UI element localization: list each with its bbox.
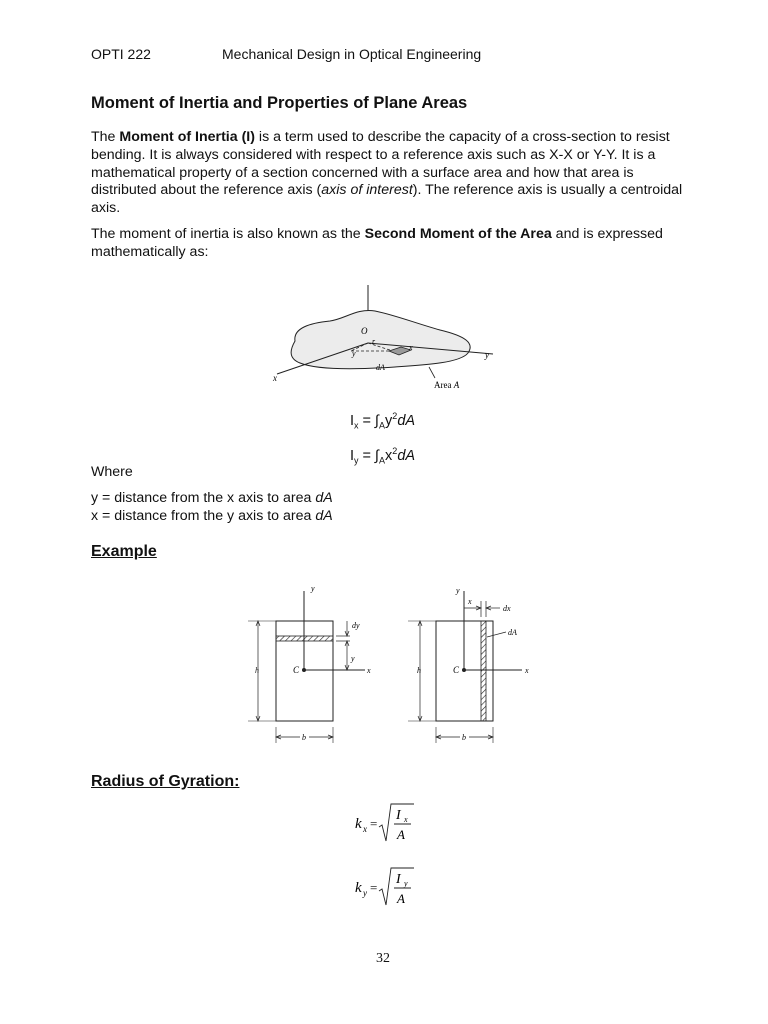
kx-formula: [350, 800, 430, 846]
kx-equals: =: [370, 816, 378, 831]
intro-paragraph: The Moment of Inertia (I) is a term used to describe the capacity of a cross-section to resist bending. It is always considered with respect to a reference axis such as X-X or Y-Y. It is a mathematical property of a section concerned with a surface area and how that area is distributed about the reference axis (axis of interest). The reference axis is usually a centroidal axis.: [91, 129, 683, 217]
kx-num-sub: x: [404, 815, 408, 824]
gyration-heading: Radius of Gyration:: [91, 773, 240, 790]
page-title: Moment of Inertia and Properties of Plane Areas: [91, 94, 468, 112]
ky-num-sub: y: [404, 879, 408, 888]
y-label: y: [352, 349, 356, 358]
where-label: Where: [91, 464, 133, 480]
ex2-x-label: x: [525, 666, 529, 675]
example-heading: Example: [91, 543, 157, 560]
ky-sub: y: [363, 888, 367, 898]
where-x-definition: x = distance from the y axis to area dA: [91, 508, 333, 524]
da-label: dA: [376, 363, 385, 372]
iy-equation: $I_y = \int_Ax^2dA$: [350, 446, 416, 466]
area-element-figure: [265, 283, 505, 395]
r-label: r: [372, 337, 376, 346]
ky-formula: [350, 864, 430, 910]
ex1-y-label: y: [311, 584, 315, 593]
ex1-h-label: h: [255, 666, 259, 675]
y-axis-label: y: [485, 350, 489, 360]
origin-label: O: [361, 326, 368, 336]
ex2-h-label: h: [417, 666, 421, 675]
ky-equals: =: [370, 880, 378, 895]
ex1-y-distance-label: y: [351, 654, 355, 663]
kx-den: A: [397, 827, 405, 842]
course-title: Mechanical Design in Optical Engineering: [222, 46, 482, 62]
ex2-b-label: b: [462, 733, 466, 742]
kx-num-I: I: [396, 808, 401, 823]
course-code: OPTI 222: [91, 46, 151, 62]
dy-label: dy: [352, 621, 360, 630]
ex2-y-label: y: [456, 586, 460, 595]
ex1-c-label: C: [293, 665, 300, 675]
second-moment-paragraph: The moment of inertia is also known as the Second Moment of the Area and is expressed mathematically as:: [91, 226, 663, 260]
example-figure: [230, 577, 540, 752]
ky-den: A: [397, 891, 405, 906]
ex2-da-label: dA: [508, 628, 517, 637]
ex2-x-distance-label: x: [468, 597, 472, 606]
ky-k: k: [355, 880, 362, 896]
kx-k: k: [355, 816, 362, 832]
ex2-c-label: C: [453, 665, 460, 675]
where-y-definition: y = distance from the x axis to area dA: [91, 490, 333, 506]
kx-sub: x: [363, 824, 367, 834]
ex1-b-label: b: [302, 733, 306, 742]
ky-num-I: I: [396, 872, 401, 887]
page-number: 32: [376, 951, 390, 966]
area-label: Area A: [434, 380, 460, 390]
x-label: x: [409, 343, 413, 352]
dx-label: dx: [503, 604, 511, 613]
x-axis-label: x: [273, 373, 277, 383]
ix-equation: $I_x = \int_Ay^2dA$: [350, 411, 416, 431]
ex1-x-label: x: [367, 666, 371, 675]
